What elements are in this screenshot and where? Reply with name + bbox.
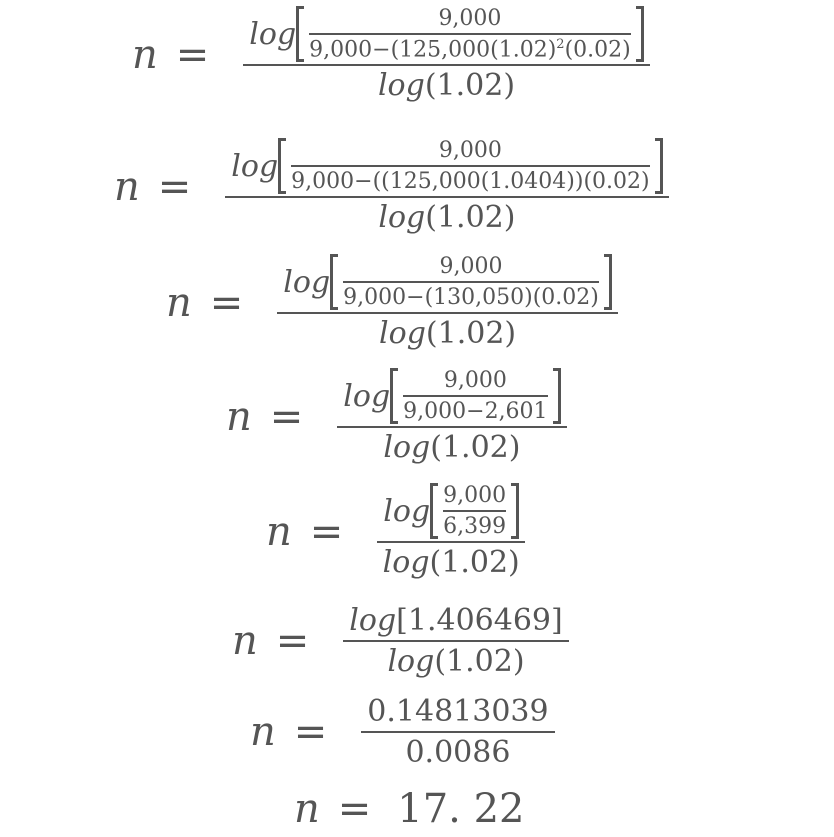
main-fraction — [343, 603, 568, 679]
main-fraction — [277, 254, 618, 351]
fraction-numerator — [277, 254, 618, 312]
exponent: 2 — [556, 37, 565, 52]
fraction-denominator — [378, 66, 515, 103]
log-label: log — [382, 545, 430, 580]
log-label: log — [379, 316, 426, 351]
inner-numerator: 9,000 — [438, 6, 502, 31]
inner-fraction-bar — [291, 165, 649, 167]
inner-denominator: 6,399 — [443, 514, 507, 539]
variable-n: n — [294, 786, 320, 832]
log-argument: (1.02) — [429, 545, 520, 580]
main-fraction — [337, 368, 566, 465]
inner-fraction — [397, 368, 553, 424]
bracket — [430, 483, 519, 539]
variable-n: n — [250, 709, 276, 755]
inner-fraction — [285, 138, 655, 194]
inner-numerator: 9,000 — [443, 368, 507, 393]
equation-step-7 — [250, 694, 555, 770]
equation-step-3 — [166, 254, 618, 351]
equals-sign: = — [293, 709, 328, 755]
fraction-numerator — [343, 603, 568, 640]
main-fraction — [377, 483, 525, 580]
inner-fraction — [303, 6, 637, 62]
log-argument: [1.406469] — [396, 603, 563, 638]
variable-n: n — [266, 508, 292, 555]
main-fraction — [361, 694, 554, 770]
inner-denominator: 9,000−2,601 — [403, 399, 548, 424]
log-label: log — [383, 430, 431, 465]
log-label: log — [378, 200, 426, 235]
inner-fraction — [437, 483, 512, 539]
equation-step-1 — [132, 6, 650, 103]
log-label: log — [343, 378, 391, 414]
main-fraction — [243, 6, 649, 103]
fraction-numerator — [243, 6, 649, 64]
fraction-numerator — [225, 138, 668, 196]
result-value: 17. 22 — [397, 786, 525, 832]
log-label: log — [349, 603, 397, 638]
inner-fraction-bar — [309, 33, 631, 35]
equals-sign: = — [269, 393, 304, 440]
bracket — [390, 368, 560, 424]
inner-numerator: 9,000 — [443, 483, 507, 508]
bracket — [330, 254, 612, 310]
variable-n: n — [132, 31, 158, 78]
inner-fraction-bar — [443, 510, 506, 512]
inner-denominator: 9,000−((125,000(1.0404))(0.02) — [291, 169, 650, 194]
equals-sign: = — [309, 508, 344, 555]
inner-numerator: 9,000 — [438, 138, 502, 163]
log-argument: (1.02) — [425, 316, 517, 351]
log-label: log — [387, 644, 435, 679]
inner-denominator-part: (0.02) — [564, 37, 631, 63]
fraction-denominator — [378, 198, 515, 235]
variable-n: n — [226, 393, 252, 440]
inner-denominator — [309, 37, 631, 62]
log-argument: (1.02) — [425, 200, 516, 235]
bracket — [296, 6, 644, 62]
fraction-numerator — [377, 483, 525, 541]
fraction-numerator: 0.14813039 — [367, 694, 549, 729]
equation-step-5 — [266, 483, 525, 580]
fraction-denominator: 0.0086 — [405, 735, 511, 770]
inner-denominator-part: 9,000−(125,000(1.02) — [309, 37, 557, 63]
variable-n: n — [114, 163, 140, 210]
bracket — [278, 138, 662, 194]
fraction-denominator — [383, 543, 520, 580]
fraction-denominator — [383, 428, 520, 465]
inner-fraction — [337, 254, 605, 310]
equals-sign: = — [157, 163, 192, 210]
equation-step-6 — [232, 603, 569, 679]
log-argument: (1.02) — [430, 430, 521, 465]
fraction-denominator — [387, 642, 524, 679]
log-label: log — [283, 264, 331, 300]
equation-step-4 — [226, 368, 567, 465]
log-label: log — [231, 148, 279, 184]
log-label: log — [249, 16, 297, 52]
log-label: log — [383, 493, 431, 529]
main-fraction — [225, 138, 668, 235]
variable-n: n — [232, 618, 258, 664]
inner-fraction-bar — [403, 395, 547, 397]
log-label: log — [377, 68, 425, 104]
log-argument: (1.02) — [434, 644, 525, 679]
inner-numerator: 9,000 — [439, 254, 503, 279]
variable-n: n — [166, 279, 192, 326]
fraction-denominator — [379, 314, 516, 351]
inner-denominator: 9,000−(130,050)(0.02) — [343, 285, 599, 310]
equals-sign: = — [175, 31, 210, 78]
fraction-numerator — [337, 368, 566, 426]
equals-sign: = — [337, 786, 372, 832]
equation-step-2 — [114, 138, 669, 235]
equals-sign: = — [209, 279, 244, 326]
equation-result — [294, 786, 525, 832]
equals-sign: = — [275, 618, 310, 664]
log-argument: (1.02) — [424, 68, 516, 104]
inner-fraction-bar — [343, 281, 599, 283]
